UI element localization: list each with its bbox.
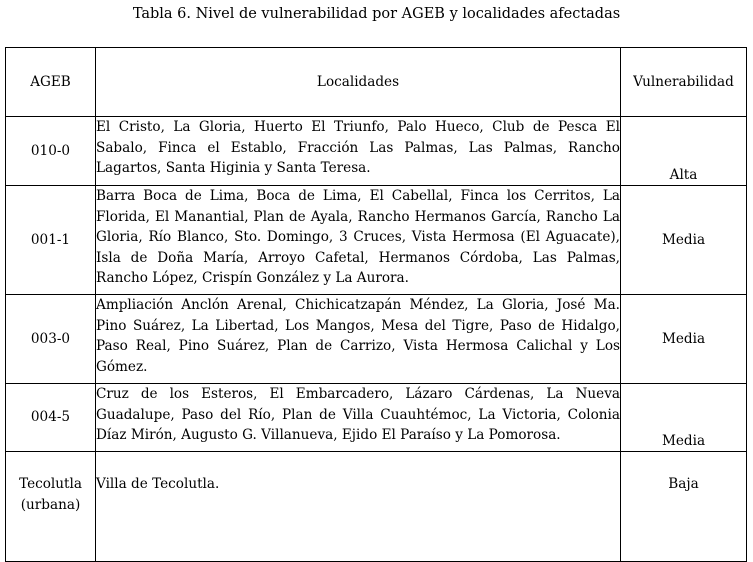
vulnerabilidad-cell: Media	[621, 186, 747, 295]
table-row	[6, 295, 747, 384]
ageb-cell: 004-5	[6, 384, 96, 452]
header-ageb: AGEB	[6, 48, 96, 117]
vulnerabilidad-cell: Baja	[621, 452, 747, 562]
table-caption: Tabla 6. Nivel de vulnerabilidad por AGEB y localidades afectadas	[132, 6, 621, 22]
vulnerabilidad-cell: Media	[621, 295, 747, 384]
vulnerabilidad-cell: Alta	[621, 117, 747, 186]
table-row	[6, 384, 747, 452]
ageb-cell: 003-0	[6, 295, 96, 384]
header-vulnerabilidad: Vulnerabilidad	[621, 48, 747, 117]
ageb-cell	[6, 452, 96, 562]
localidades-cell: Ampliación Anclón Arenal, Chichicatzapán Méndez, La Gloria, José Ma. Pino Suárez, La Libertad, Los Mangos, Mesa del Tigre, Paso de Hidalgo, Paso Real, Pino Suárez, Plan de Carrizo, Vista Hermosa Calichal y Los Gómez.	[96, 295, 621, 384]
header-localidades: Localidades	[96, 48, 621, 117]
localidades-cell: El Cristo, La Gloria, Huerto El Triunfo, Palo Hueco, Club de Pesca El Sabalo, Finca el Establo, Fracción Las Palmas, Las Palmas, Rancho Lagartos, Santa Higinia y Santa Teresa.	[96, 117, 621, 186]
localidades-cell: Villa de Tecolutla.	[96, 452, 621, 562]
table-row	[6, 452, 747, 562]
localidades-cell: Barra Boca de Lima, Boca de Lima, El Cabellal, Finca los Cerritos, La Florida, El Manantial, Plan de Ayala, Rancho Hermanos García, Rancho La Gloria, Río Blanco, Sto. Domingo, 3 Cruces, Vista Hermosa (El Aguacate), Isla de Doña María, Arroyo Cafetal, Hermanos Córdoba, Las Palmas, Rancho López, Crispín González y La Aurora.	[96, 186, 621, 295]
ageb-name: Tecolutla	[19, 476, 82, 492]
ageb-cell: 010-0	[6, 117, 96, 186]
localidades-cell: Cruz de los Esteros, El Embarcadero, Lázaro Cárdenas, La Nueva Guadalupe, Paso del Río, Plan de Villa Cuauhtémoc, La Victoria, Colonia Díaz Mirón, Augusto G. Villanueva, Ejido El Paraíso y La Pomorosa.	[96, 384, 621, 452]
table-header-row	[6, 48, 747, 117]
ageb-cell: 001-1	[6, 186, 96, 295]
table-row	[6, 186, 747, 295]
vulnerabilidad-cell: Media	[621, 384, 747, 452]
table-row	[6, 117, 747, 186]
vulnerability-table	[5, 47, 747, 562]
ageb-type: (urbana)	[20, 496, 81, 513]
